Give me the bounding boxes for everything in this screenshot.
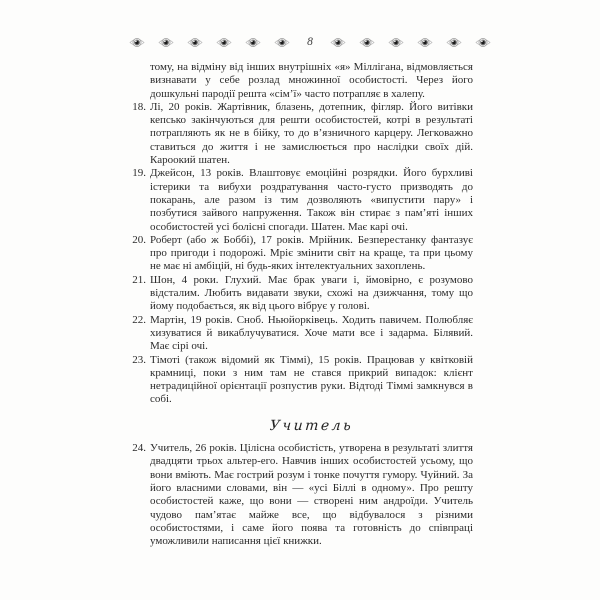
eye-icon [330, 37, 346, 48]
eye-icon [158, 37, 174, 48]
item-text: Лі, 20 років. Жартівник, блазень, дотепник, фігляр. Його витівки кепсько закінчуються для решти особистостей, котрі в результаті потрапляють як не в бійку, то до в’язничного карцеру. Легковажно ставиться до життя і не замислюється про наслідки своїх дій. Кароокий шатен. [150, 100, 473, 167]
eye-icon [359, 37, 375, 48]
personality-list-bottom [132, 442, 473, 548]
intro-paragraph: тому, на відміну від інших внутрішніх «я» Міллігана, відмовляється визнавати у себе розлад множинної особистості. Через його дошкульні пародії решта «сім’ї» часто потрапляє в халепу. [150, 61, 473, 100]
item-text: Джейсон, 13 років. Влаштовує емоційні розрядки. Його бурхливі істерики та вибухи роздратування часто-густо призводять до покарань, але разом із тим дозволяють «випустити пару» і позбутися зайвого напруження. Також він стирає з пам’яті інших особистостей усі болісні спогади. Шатен. Має карі очі. [150, 167, 473, 233]
personality-list-top [132, 100, 473, 407]
item-text: Шон, 4 роки. Глухий. Має брак уваги і, ймовірно, є розумово відсталим. Любить видавати звуки, схожі на дзижчання, тому що йому подобається, як від цього вібрує у голові. [150, 273, 473, 313]
eye-icon [417, 37, 433, 48]
list-item [132, 100, 473, 167]
eye-icon [475, 37, 491, 48]
eye-icon [245, 37, 261, 48]
list-item [132, 313, 473, 354]
list-item [132, 273, 473, 314]
page-header-ornaments [129, 37, 491, 48]
eye-icon [274, 37, 290, 48]
eye-icon [446, 37, 462, 48]
item-text: Мартін, 19 років. Сноб. Ньюйорківець. Ходить павичем. Полюбляє хизуватися й викаблучуватися. Хоче мати все і задарма. Білявий. Має сірі очі. [150, 313, 473, 353]
item-number: 18. [132, 100, 146, 113]
list-item [132, 353, 473, 407]
section-heading: Учитель [269, 417, 354, 434]
eye-icon [187, 37, 203, 48]
item-text: Тімоті (також відомий як Тіммі), 15 років. Працював у квітковій крамниці, поки з ним там не стався прикрий випадок: клієнт нетрадиційної орієнтації розпустив руки. Відтоді Тіммі замкнувся в собі. [150, 353, 473, 406]
item-number: 20. [132, 233, 146, 246]
eye-icon [388, 37, 404, 48]
eye-icon [129, 37, 145, 48]
list-item [132, 167, 473, 233]
list-item [132, 442, 473, 548]
eye-icon [216, 37, 232, 48]
item-number: 21. [132, 273, 146, 286]
item-number: 24. [132, 442, 146, 455]
item-text: Учитель, 26 років. Цілісна особистість, утворена в результаті злиття двадцяти трьох альтер-его. Навчив інших особистостей усьому, що вони вміють. Має гострий розум і тонке почуття гумору. Чуйний. За його власними словами, він — «усі Біллі в одному». Про решту особистостей каже, що вони — створені ним андроїди. Учитель чудово пам’ятає майже все, що відбувалося з різними особистостями, і саме його поява та готовність до співпраці уможливили написання цієї книжки. [150, 442, 473, 548]
page-text-column [132, 61, 473, 548]
item-text: Роберт (або ж Боббі), 17 років. Мрійник. Безперестанку фантазує про пригоди і подорожі. Мріє змінити світ на краще, та при цьому не має ні амбіцій, ні будь-яких інтелектуальних захоплень. [150, 233, 473, 273]
list-item [132, 233, 473, 274]
item-number: 22. [132, 313, 146, 326]
page-number: 8 [307, 36, 313, 48]
item-number: 19. [132, 167, 146, 180]
item-number: 23. [132, 353, 146, 366]
